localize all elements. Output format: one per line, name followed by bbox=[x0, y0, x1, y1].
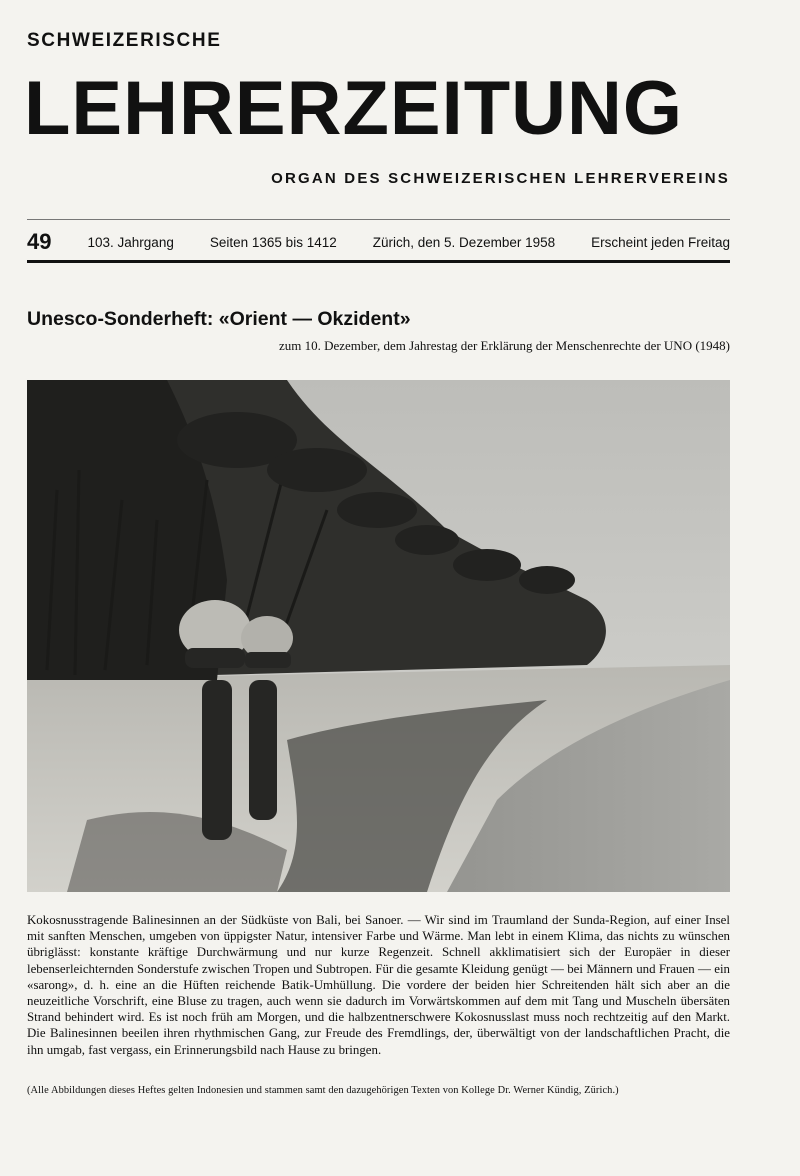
special-issue-title: Unesco-Sonderheft: «Orient — Okzident» bbox=[27, 308, 411, 330]
divider-thin bbox=[27, 219, 730, 220]
masthead-subtitle: SCHWEIZERISCHE bbox=[27, 30, 222, 51]
masthead-title: LEHRERZEITUNG bbox=[24, 66, 683, 151]
photo-caption: Kokosnusstragende Balinesinnen an der Südküste von Bali, bei Sanoer. — Wir sind im Traumland der Sunda-Region, auf einer Insel mit sanften Menschen, umgeben von üppigster Natur, intensiver Farbe und Wärme. Man lebt in einem Klima, das nichts zu wünschen übriglässt: konstante kräftige Durchwärmung und nur kurze Regenzeit. Schnell akklimatisiert sich der Europäer in dieser lebenserleichternden Sonderstufe zwischen Tropen und Subtropen. Für die gesamte Kleidung genügt — bei Männern und Frauen — ein «sarong», d. h. eine an die Hüften reichende Batik-Umhüllung. Die vordere der beiden hier Schreitenden hält sich aber an die neuzeitliche Vorschrift, eine Bluse zu tragen, auch wenn sie dadurch im Vorwärtskommen auf dem mit Tang und Muscheln übersäten Strand behindert wird. Es ist noch früh am Morgen, und die halbzentnerschwere Kokosnusslast muss noch rechtzeitig auf den Markt. Die Balinesinnen beeilen ihren rhythmischen Gang, zur Freude des Fremdlings, der, überwältigt von der landschaftlichen Pracht, die ihn umgab, fast vergass, ein Erinnerungsbild nach Hause zu bringen. bbox=[27, 913, 730, 1057]
special-issue-subtitle: zum 10. Dezember, dem Jahrestag der Erklärung der Menschenrechte der UNO (1948) bbox=[278, 338, 730, 353]
issue-volume: 103. Jahrgang bbox=[87, 234, 174, 250]
issue-info-bar bbox=[27, 228, 730, 256]
issue-number: 49 bbox=[27, 229, 52, 254]
cover-photo bbox=[27, 380, 730, 892]
masthead-organ-line: ORGAN DES SCHWEIZERISCHEN LEHRERVEREINS bbox=[271, 170, 730, 187]
issue-place-date: Zürich, den 5. Dezember 1958 bbox=[372, 234, 556, 250]
divider-thick bbox=[27, 260, 730, 263]
issue-pages: Seiten 1365 bis 1412 bbox=[209, 234, 337, 250]
photo-credit: (Alle Abbildungen dieses Heftes gelten Indonesien und stammen samt den dazugehörigen Texten von Kollege Dr. Werner Kündig, Zürich.) bbox=[27, 1085, 619, 1096]
issue-frequency: Erscheint jeden Freitag bbox=[591, 234, 730, 250]
